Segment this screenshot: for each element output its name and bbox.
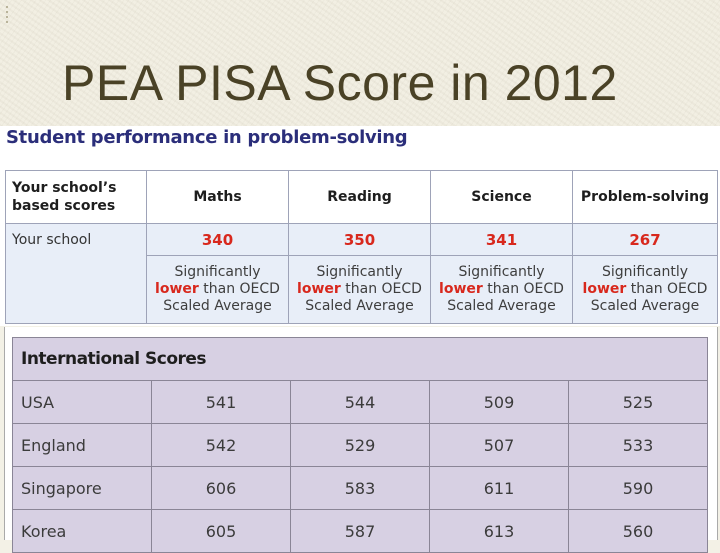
value-cell: 613 — [430, 510, 569, 553]
value-cell: 541 — [152, 381, 291, 424]
column-header-school-based: Your school’s based scores — [6, 171, 147, 224]
table-row — [13, 424, 708, 467]
performance-heading: Student performance in problem-solving — [6, 127, 408, 148]
column-header-problem-solving: Problem-solving — [573, 171, 718, 224]
slide-title: PEA PISA Score in 2012 — [62, 55, 618, 111]
country-cell: Korea — [13, 510, 152, 553]
value-cell: 587 — [291, 510, 430, 553]
value-cell: 509 — [430, 381, 569, 424]
value-cell: 544 — [291, 381, 430, 424]
country-cell: USA — [13, 381, 152, 424]
score-problem-solving: 267 — [573, 224, 718, 256]
table-row — [6, 224, 718, 256]
school-scores-table — [5, 170, 718, 324]
value-cell: 507 — [430, 424, 569, 467]
score-science: 341 — [431, 224, 573, 256]
international-heading: International Scores — [13, 338, 708, 381]
value-cell: 542 — [152, 424, 291, 467]
score-reading: 350 — [289, 224, 431, 256]
note-cell: Significantly lower than OECD Scaled Average — [573, 256, 718, 324]
country-cell: Singapore — [13, 467, 152, 510]
corner-dots-decoration — [6, 6, 14, 36]
value-cell: 605 — [152, 510, 291, 553]
value-cell: 560 — [569, 510, 708, 553]
column-header-maths: Maths — [147, 171, 289, 224]
country-cell: England — [13, 424, 152, 467]
table-row — [13, 510, 708, 553]
column-header-reading: Reading — [289, 171, 431, 224]
value-cell: 611 — [430, 467, 569, 510]
value-cell: 529 — [291, 424, 430, 467]
value-cell: 590 — [569, 467, 708, 510]
column-header-science: Science — [431, 171, 573, 224]
note-cell: Significantly lower than OECD Scaled Average — [147, 256, 289, 324]
international-scores-table — [12, 337, 708, 553]
row-label-your-school: Your school — [6, 224, 147, 324]
table-header-row — [13, 338, 708, 381]
value-cell: 525 — [569, 381, 708, 424]
table-header-row — [6, 171, 718, 224]
table-row — [13, 467, 708, 510]
score-maths: 340 — [147, 224, 289, 256]
value-cell: 583 — [291, 467, 430, 510]
note-cell: Significantly lower than OECD Scaled Average — [289, 256, 431, 324]
value-cell: 533 — [569, 424, 708, 467]
note-cell: Significantly lower than OECD Scaled Average — [431, 256, 573, 324]
value-cell: 606 — [152, 467, 291, 510]
table-row — [13, 381, 708, 424]
